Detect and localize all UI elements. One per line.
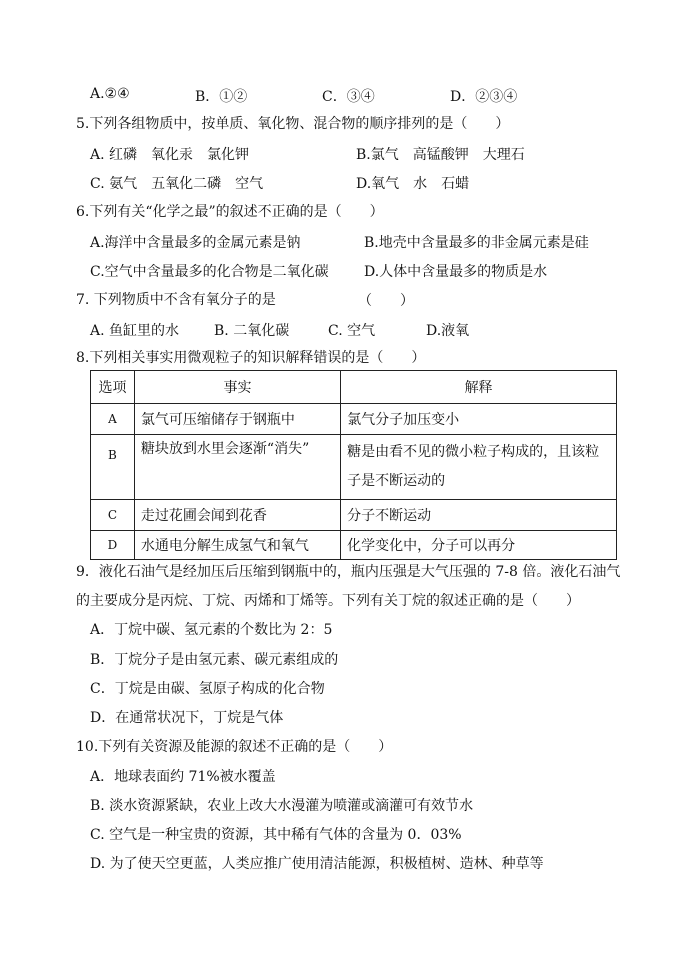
q9-stem-line-2: 的主要成分是丙烷、丁烷、丙烯和丁烯等。下列有关丁烷的叙述正确的是（ ） — [76, 593, 580, 609]
q8-stem: 8.下列相关事实用微观粒子的知识解释错误的是（ ） — [76, 350, 426, 366]
q9-option-c: C．丁烷是由碳、氢原子构成的化合物 — [90, 681, 325, 697]
header-fact: 事实 — [134, 371, 340, 404]
table-row — [91, 531, 617, 560]
q7-option-d: D.液氧 — [426, 323, 470, 339]
q9-stem-line-1: 9．液化石油气是经加压后压缩到钢瓶中的，瓶内压强是大气压强的 7-8 倍。液化石油气 — [76, 564, 621, 580]
q4-option-a: A.②④ — [90, 86, 130, 102]
q4-option-b: B．①② — [195, 89, 248, 105]
row-option: A — [91, 404, 135, 435]
table-row — [91, 500, 617, 531]
row-fact: 氯气可压缩储存于钢瓶中 — [134, 404, 340, 435]
q9-option-b: B．丁烷分子是由氢元素、碳元素组成的 — [90, 652, 339, 668]
q6-option-a: A.海洋中含量最多的金属元素是钠 — [90, 235, 301, 251]
header-option: 选项 — [91, 371, 135, 404]
q5-option-a: A. 红磷 氧化汞 氯化钾 — [90, 147, 250, 163]
explanation-line-1: 糖是由看不见的微小粒子构成的，且该粒 — [347, 444, 600, 460]
row-explanation — [341, 435, 617, 500]
row-option: B — [91, 435, 135, 500]
row-explanation: 氯气分子加压变小 — [341, 404, 617, 435]
q10-stem: 10.下列有关资源及能源的叙述不正确的是（ ） — [76, 739, 393, 755]
row-fact: 走过花圃会闻到花香 — [134, 500, 340, 531]
q7-blank: （ ） — [358, 293, 414, 309]
header-explanation: 解释 — [341, 371, 617, 404]
q7-option-b: B. 二氧化碳 — [214, 323, 290, 339]
q5-option-d: D.氧气 水 石蜡 — [356, 176, 470, 192]
row-explanation: 分子不断运动 — [341, 500, 617, 531]
q5-option-c: C. 氨气 五氧化二磷 空气 — [90, 176, 264, 192]
table-header-row — [91, 371, 617, 404]
row-explanation: 化学变化中，分子可以再分 — [341, 531, 617, 560]
q4-option-d: D．②③④ — [450, 89, 518, 105]
row-fact: 糖块放到水里会逐渐“消失” — [134, 435, 340, 500]
q6-option-c: C.空气中含量最多的化合物是二氧化碳 — [90, 264, 329, 280]
q10-option-d: D. 为了使天空更蓝，人类应推广使用清洁能源，积极植树、造林、种草等 — [90, 856, 544, 872]
q9-option-a: A．丁烷中碳、氢元素的个数比为 2：5 — [90, 622, 333, 638]
q6-option-d: D.人体中含量最多的物质是水 — [364, 264, 548, 280]
q4-option-c: C．③④ — [322, 89, 375, 105]
table-row — [91, 404, 617, 435]
table-row — [91, 435, 617, 500]
q10-option-a: A．地球表面约 71%被水覆盖 — [90, 769, 276, 785]
q6-option-b: B.地壳中含量最多的非金属元素是硅 — [364, 235, 589, 251]
row-option: C — [91, 500, 135, 531]
q10-option-c: C. 空气是一种宝贵的资源，其中稀有气体的含量为 0．03% — [90, 827, 462, 843]
explanation-line-2: 子是不断运动的 — [347, 473, 446, 489]
q6-stem: 6.下列有关“化学之最”的叙述不正确的是（ ） — [76, 204, 384, 220]
q7-option-a: A. 鱼缸里的水 — [90, 323, 180, 339]
q5-stem: 5.下列各组物质中，按单质、氧化物、混合物的顺序排列的是（ ） — [76, 116, 510, 132]
q9-option-d: D．在通常状况下，丁烷是气体 — [90, 710, 284, 726]
q7-stem: 7. 下列物质中不含有氧分子的是 — [76, 292, 276, 308]
q10-option-b: B. 淡水资源紧缺，农业上改大水漫灌为喷灌或滴灌可有效节水 — [90, 798, 474, 814]
q5-option-b: B.氯气 高锰酸钾 大理石 — [356, 147, 525, 163]
row-option: D — [91, 531, 135, 560]
row-fact: 水通电分解生成氢气和氧气 — [134, 531, 340, 560]
q8-table — [90, 370, 617, 560]
q7-option-c: C. 空气 — [328, 323, 376, 339]
